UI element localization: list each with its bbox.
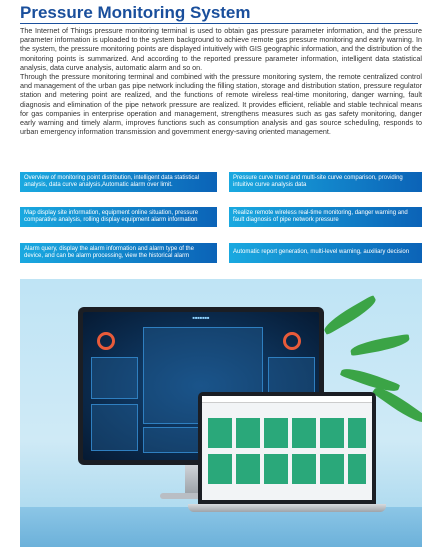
- description-paragraph: Through the pressure monitoring terminal and combined with the pressure monitoring system, the remote centralized control and management of the urban gas pipe network including the filling station, storage and distribution station, pressure regulator station and metering point are realized, and the functions of remote wireless real-time monitoring, danger warning, fault diagnosis and elimination of the pipe network pressure are realized. It provides efficient, reliable and stable technical means for gas companies in enterprise operation and management, strengthens measures such as gas safety monitoring, danger early warning and timely alarm, improves functions such as consumption analysis and gas source scheduling, responds to urban emergency information transmission and government energy-saving oriented management.: [20, 72, 422, 137]
- station-card: [320, 454, 344, 484]
- station-card: [292, 454, 316, 484]
- floor: [20, 507, 422, 547]
- palm-leaf: [321, 295, 379, 335]
- laptop-app-header: [202, 396, 372, 403]
- station-card: [348, 454, 366, 484]
- laptop: [198, 392, 376, 504]
- product-illustration: [20, 279, 422, 547]
- station-card: [320, 418, 344, 448]
- station-card: [208, 418, 232, 448]
- station-card: [292, 418, 316, 448]
- station-card: [264, 454, 288, 484]
- title-divider: [20, 23, 418, 24]
- feature-box-map: Map display site information, equipment online situation, pressure comparative analysis, rolling display equipment alarm information: [20, 207, 217, 227]
- station-card: [264, 418, 288, 448]
- dashboard-header: ■■■■■■■: [192, 315, 210, 320]
- gauge-ring: [97, 332, 115, 350]
- gauge-ring: [283, 332, 301, 350]
- page-title: Pressure Monitoring System: [20, 3, 251, 22]
- feature-box-remote: Realize remote wireless real-time monitoring, danger warning and fault diagnosis of pipe network pressure: [229, 207, 422, 227]
- intro-paragraph: The Internet of Things pressure monitoring terminal is used to obtain gas pressure parameter information, and the pressure parameter information is uploaded to the system background to achieve remote gas pressure monitoring and early warning. In the system, the pressure monitoring points are displayed intuitively with GIS geographic information, and the distribution of the monitoring points is summarized. And according to the reported pressure parameter information, intelligent data statistical analysis, data curve analysis, automatic alarm and so on.: [20, 26, 422, 72]
- stats-panel: [91, 357, 138, 399]
- station-card: [208, 454, 232, 484]
- feature-box-alarm: Alarm query, display the alarm information and alarm type of the device, and can be alarm processing, view the historical alarm: [20, 243, 217, 263]
- station-card: [236, 454, 260, 484]
- laptop-screen: [202, 396, 372, 500]
- feature-box-overview: Overview of monitoring point distribution, intelligent data statistical analysis, data curve analysis,Automatic alarm over limit.: [20, 172, 217, 192]
- station-card: [236, 418, 260, 448]
- feature-box-curve: Pressure curve trend and multi-site curve comparison, providing intuitive curve analysis data: [229, 172, 422, 192]
- table-panel: [91, 404, 138, 451]
- palm-leaf: [349, 334, 410, 356]
- station-card: [348, 418, 366, 448]
- laptop-base: [188, 504, 386, 512]
- feature-box-report: Automatic report generation, multi-level warning, auxiliary decision: [229, 243, 422, 263]
